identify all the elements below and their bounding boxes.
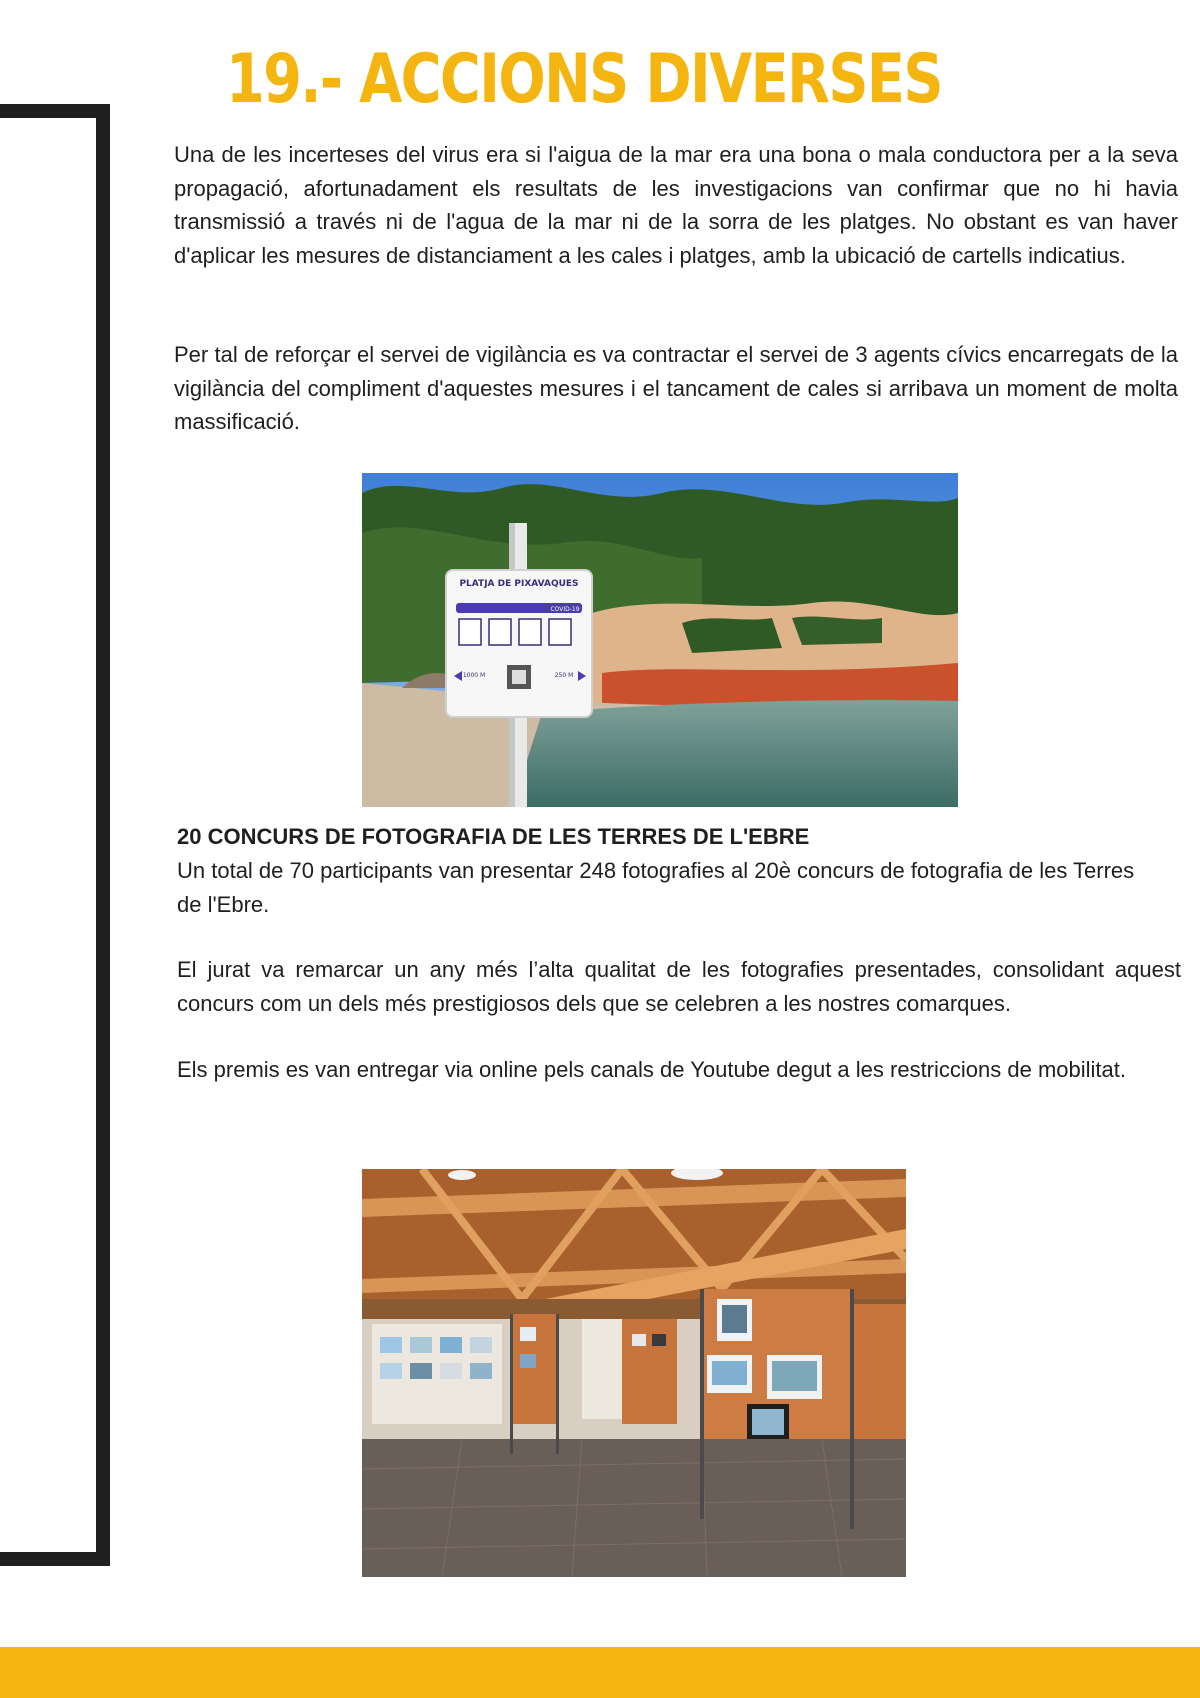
- sign-covid-label: COVID-19: [550, 606, 580, 613]
- intro-paragraph: Una de les incerteses del virus era si l'aigua de la mar era una bona o mala conductora per a la seva propagació, afortunadament els resultats de les investigacions van confirmar que no hi havia transmissió a través ni de l'agua de la mar ni de la sorra de les platges. No obstant es van haver d'aplicar les mesures de distanciament a les cales i platges, amb la ubicació de cartells indicatius.: [174, 142, 1178, 268]
- jury-paragraph: El jurat va remarcar un any més l’alta qualitat de les fotografies presentades, consolidant aquest concurs com un dels més prestigiosos dels que se celebren a les nostres comarques.: [177, 957, 1181, 1016]
- decorative-frame: [0, 104, 110, 1566]
- sign-title: PLATJA DE PIXAVAQUES: [459, 579, 579, 589]
- beach-sign-photo: [362, 473, 958, 807]
- section-heading: 20 CONCURS DE FOTOGRAFIA DE LES TERRES DE L'EBRE: [177, 824, 810, 849]
- vigilance-paragraph: Per tal de reforçar el servei de vigilància es va contractar el servei de 3 agents cívics encarregats de la vigilància del compliment d'aquestes mesures i el tancament de cales si arribava un moment de molta massificació.: [174, 342, 1178, 434]
- contest-paragraph: Un total de 70 participants van presentar 248 fotografies al 20è concurs de fotografia de les Terres de l'Ebre.: [177, 858, 1135, 917]
- awards-paragraph: Els premis es van entregar via online pels canals de Youtube degut a les restriccions de mobilitat.: [177, 1057, 1126, 1082]
- sign-right-distance: 250 M: [554, 672, 574, 679]
- footer-bar: [0, 1647, 1200, 1698]
- sign-left-distance: 1000 M: [462, 672, 486, 679]
- exhibition-photo: [362, 1169, 906, 1577]
- page-title: 19.- ACCIONS DIVERSES: [226, 40, 942, 119]
